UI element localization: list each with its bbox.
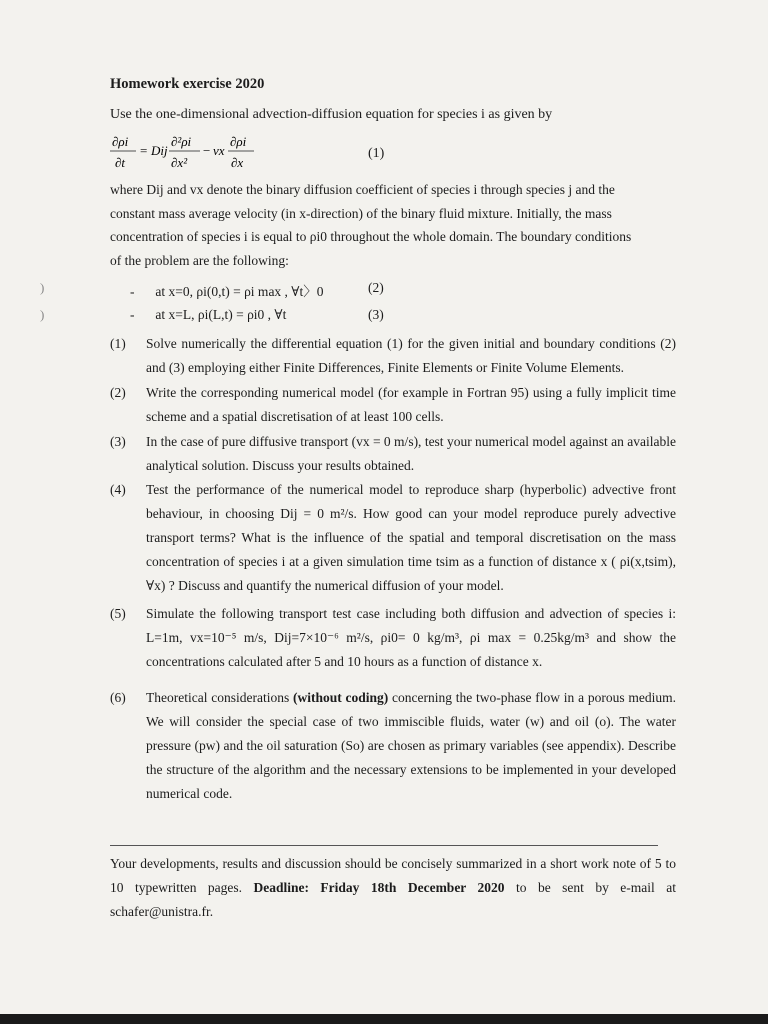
- scan-edge-bar: [0, 1014, 768, 1024]
- eq-d: Dij: [151, 143, 168, 158]
- eq-mid-top: ∂²ρi: [171, 134, 192, 149]
- question-text-part: Theoretical considerations: [146, 690, 293, 705]
- description-line: of the problem are the following:: [110, 252, 289, 268]
- question-text-part: concerning the two-phase flow in a porous medium. We will consider the special case of two immiscible fluids, water (w) and oil (o). The water pressure (pw) and the oil saturation (So) are chosen as primary variables (see appendix). Describe the structure of the algorithm and the necessary extensions to be implemented in your developed numerical code.: [146, 690, 676, 801]
- question-number: (2): [110, 385, 126, 400]
- bc-text: at x=L, ρi(L,t) = ρi0 , ∀t: [155, 307, 287, 322]
- footer-text: Your developments, results and discussion should be concisely summarized in a short work note of 5 to 10 typewritten pages.: [110, 856, 676, 895]
- question-number: (3): [110, 434, 126, 449]
- question-text: In the case of pure diffusive transport (vx = 0 m/s), test your numerical model against an available analytical solution. Discuss your results obtained.: [146, 434, 676, 473]
- bc-text: at x=0, ρi(0,t) = ρi max , ∀t〉0: [155, 284, 324, 299]
- question-number: (1): [110, 336, 126, 351]
- boundary-condition-2: [130, 307, 384, 323]
- bc-number: (3): [368, 307, 384, 322]
- margin-mark: ): [40, 307, 45, 322]
- eq-equals: =: [140, 143, 148, 158]
- bc-number: (2): [368, 280, 384, 295]
- question-text: Test the performance of the numerical model to reproduce sharp (hyperbolic) advective front behaviour, in choosing Dij = 0 m²/s. How good can your model reproduce purely advective transport terms? What is the influence of the spatial and temporal discretisation on the mass concentration of species i at a given simulation time tsim as a function of distance x ( ρi(x,tsim), ∀x) ? Discuss and quantify the numerical diffusion of your model.: [146, 482, 676, 593]
- question-2: [110, 381, 676, 429]
- question-1: [110, 332, 676, 380]
- question-text: [146, 686, 676, 806]
- eq-lhs-bottom: ∂t: [115, 155, 126, 170]
- without-coding-emphasis: (without coding): [292, 690, 389, 705]
- footer-note: [110, 852, 676, 924]
- footer-divider: [110, 845, 658, 846]
- margin-mark: ): [40, 280, 45, 295]
- intro-text: Use the one-dimensional advection-diffusion equation for species i as given by: [110, 107, 553, 122]
- bc-dash: -: [130, 284, 135, 299]
- description-line: concentration of species i is equal to ρi0 throughout the whole domain. The boundary conditions: [110, 229, 632, 245]
- description-paragraph: [110, 178, 676, 272]
- question-number: (4): [110, 482, 126, 497]
- question-6: [110, 686, 676, 806]
- description-line: constant mass average velocity (in x-direction) of the binary fluid mixture. Initially, the mass: [110, 205, 612, 221]
- question-4: [110, 478, 676, 598]
- eq-rhs-top: ∂ρi: [230, 134, 247, 149]
- bc-dash: -: [130, 307, 135, 322]
- question-number: (6): [110, 690, 126, 705]
- description-line: where Dij and vx denote the binary diffusion coefficient of species i through species j and the: [110, 182, 615, 197]
- footer-text: to be sent by e-mail at schafer@unistra.fr.: [110, 880, 676, 919]
- question-3: [110, 430, 676, 478]
- eq-v: vx: [213, 143, 225, 158]
- question-text: Simulate the following transport test case including both diffusion and advection of species i: L=1m, vx=10⁻⁵ m/s, Dij=7×10⁻⁶ m²/s, ρi0= 0 kg/m³, ρi max = 0.25kg/m³ and show the concentrations calculated after 5 and 10 hours as a function of distance x.: [146, 606, 676, 669]
- question-5: [110, 602, 676, 674]
- boundary-condition-1: [130, 280, 384, 300]
- equation-1-number: (1): [368, 146, 385, 161]
- question-text: Solve numerically the differential equation (1) for the given initial and boundary conditions (2) and (3) employing either Finite Differences, Finite Elements or Finite Volume Elements.: [146, 336, 676, 375]
- deadline: Deadline: Friday 18th December 2020: [253, 880, 505, 895]
- eq-lhs-top: ∂ρi: [112, 134, 129, 149]
- eq-mid-bottom: ∂x²: [171, 155, 188, 170]
- eq-rhs-bottom: ∂x: [231, 155, 244, 170]
- question-text: Write the corresponding numerical model (for example in Fortran 95) using a fully implicit time scheme and a spatial discretisation of at least 100 cells.: [146, 385, 676, 424]
- eq-minus: −: [203, 143, 211, 158]
- question-number: (5): [110, 606, 126, 621]
- equation-1: [110, 130, 410, 174]
- page-title: Homework exercise 2020: [110, 76, 265, 92]
